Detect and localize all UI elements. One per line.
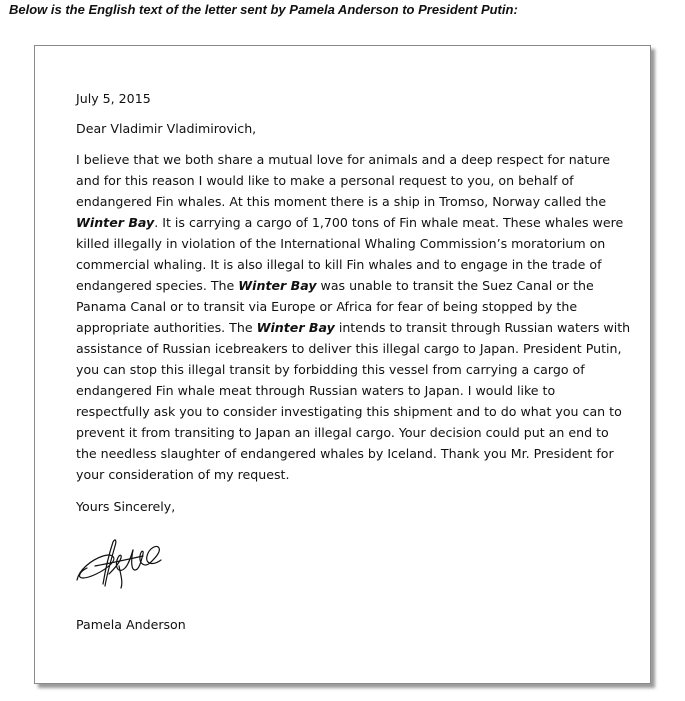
letter-closing: Yours Sincerely, (76, 499, 176, 514)
letter-body-line (76, 317, 630, 338)
letter-body-line (76, 254, 630, 275)
body-text: the needless slaughter of endangered whales by Iceland. Thank you Mr. President for (76, 446, 614, 461)
page-caption: Below is the English text of the letter sent by Pamela Anderson to President Putin: (9, 2, 518, 17)
body-text: assistance of Russian icebreakers to deliver this illegal cargo to Japan. President Putin, (76, 341, 622, 356)
body-text: prevent it from transiting to Japan an illegal cargo. Your decision could put an end to (76, 425, 609, 440)
body-text: . It is carrying a cargo of 1,700 tons of Fin whale meat. These whales were (154, 215, 624, 230)
letter-body-line (76, 422, 630, 443)
ship-name: Winter Bay (238, 278, 317, 293)
body-text: endangered species. The (76, 278, 239, 293)
letter-body-line (76, 191, 630, 212)
letter-body-line (76, 149, 630, 170)
signature-image (73, 534, 165, 592)
body-text: killed illegally in violation of the International Whaling Commission’s moratorium on (76, 236, 606, 251)
letter-body-line (76, 170, 630, 191)
letter-date: July 5, 2015 (76, 91, 151, 106)
letter-body-line (76, 338, 630, 359)
body-text: and for this reason I would like to make a personal request to you, on behalf of (76, 173, 574, 188)
ship-name: Winter Bay (76, 215, 155, 230)
letter-body-line (76, 233, 630, 254)
body-text: Panama Canal or to transit via Europe or Africa for fear of being stopped by the (76, 299, 578, 314)
letter-body-line (76, 275, 630, 296)
letter-body-line (76, 443, 630, 464)
body-text: your consideration of my request. (76, 467, 290, 482)
letter-body-line (76, 401, 630, 422)
letter-body-line (76, 380, 630, 401)
letter-body-line (76, 359, 630, 380)
letter-card (34, 45, 651, 684)
body-text: I believe that we both share a mutual love for animals and a deep respect for nature (76, 152, 610, 167)
body-text: intends to transit through Russian waters with (334, 320, 631, 335)
ship-name: Winter Bay (256, 320, 335, 335)
body-text: commercial whaling. It is also illegal to kill Fin whales and to engage in the trade of (76, 257, 602, 272)
letter-salutation: Dear Vladimir Vladimirovich, (76, 121, 257, 136)
letter-body-line (76, 212, 630, 233)
body-text: you can stop this illegal transit by forbidding this vessel from carrying a cargo of (76, 362, 585, 377)
body-text: appropriate authorities. The (76, 320, 257, 335)
letter-body-line (76, 296, 630, 317)
body-text: endangered Fin whales. At this moment there is a ship in Tromso, Norway called the (76, 194, 607, 209)
body-text: endangered Fin whale meat through Russian waters to Japan. I would like to (76, 383, 556, 398)
body-text: respectfully ask you to consider investigating this shipment and to do what you can to (76, 404, 622, 419)
letter-body (76, 149, 630, 485)
body-text: was unable to transit the Suez Canal or the (316, 278, 594, 293)
letter-signer: Pamela Anderson (76, 617, 186, 632)
letter-body-line (76, 464, 630, 485)
